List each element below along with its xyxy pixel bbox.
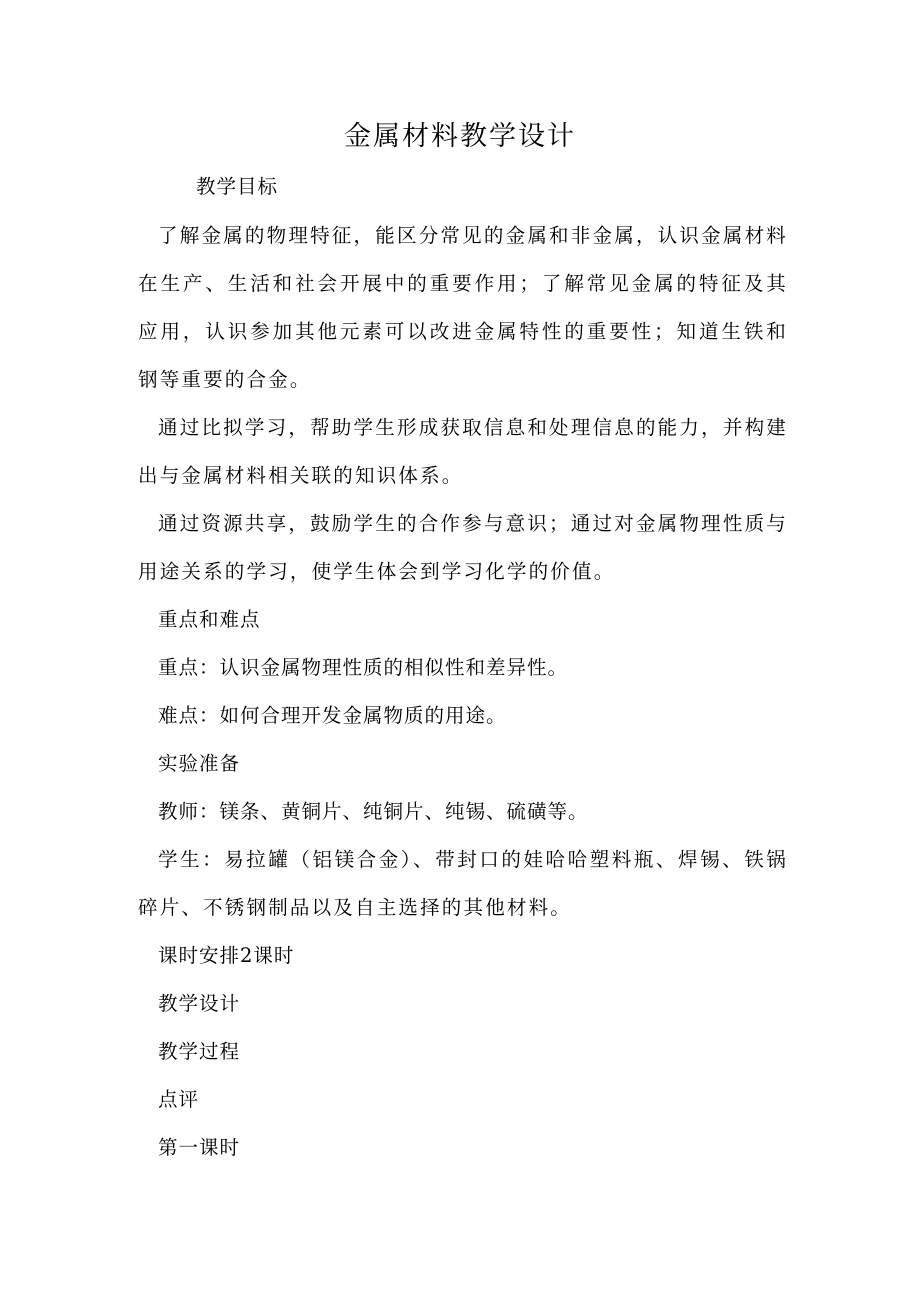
heading-key-points: 重点和难点 (158, 608, 261, 631)
paragraph-goal-ability: 通过比拟学习，帮助学生形成获取信息和处理信息的能力，并构建出与金属材料相关联的知识体系。 (138, 416, 788, 487)
paragraph-goal-knowledge: 了解金属的物理特征，能区分常见的金属和非金属，认识金属材料在生产、生活和社会开展中的重要作用；了解常见金属的特征及其应用，认识参加其他元素可以改进金属特性的重要性；知道生铁和钢等重要的合金。 (138, 224, 788, 391)
key-point-text: 重点：认识金属物理性质的相似性和差异性。 (158, 656, 569, 679)
student-materials: 学生：易拉罐（铝镁合金）、带封口的娃哈哈塑料瓶、焊锡、铁锅碎片、不锈钢制品以及自主选择的其他材料。 (138, 848, 788, 919)
paragraph-goal-attitude: 通过资源共享，鼓励学生的合作参与意识；通过对金属物理性质与用途关系的学习，使学生体会到学习化学的价值。 (138, 512, 788, 583)
heading-first-lesson: 第一课时 (158, 1136, 241, 1159)
heading-experiment-prep: 实验准备 (158, 752, 241, 775)
class-schedule: 课时安排2课时 (158, 944, 295, 967)
heading-teaching-goals: 教学目标 (196, 175, 279, 198)
heading-teaching-process: 教学过程 (158, 1040, 241, 1063)
heading-teaching-design: 教学设计 (158, 992, 241, 1015)
difficult-point-text: 难点：如何合理开发金属物质的用途。 (158, 704, 507, 727)
heading-comments: 点评 (158, 1088, 200, 1111)
document-title: 金属材料教学设计 (344, 121, 576, 152)
teacher-materials: 教师：镁条、黄铜片、纯铜片、纯锡、硫磺等。 (158, 800, 589, 823)
